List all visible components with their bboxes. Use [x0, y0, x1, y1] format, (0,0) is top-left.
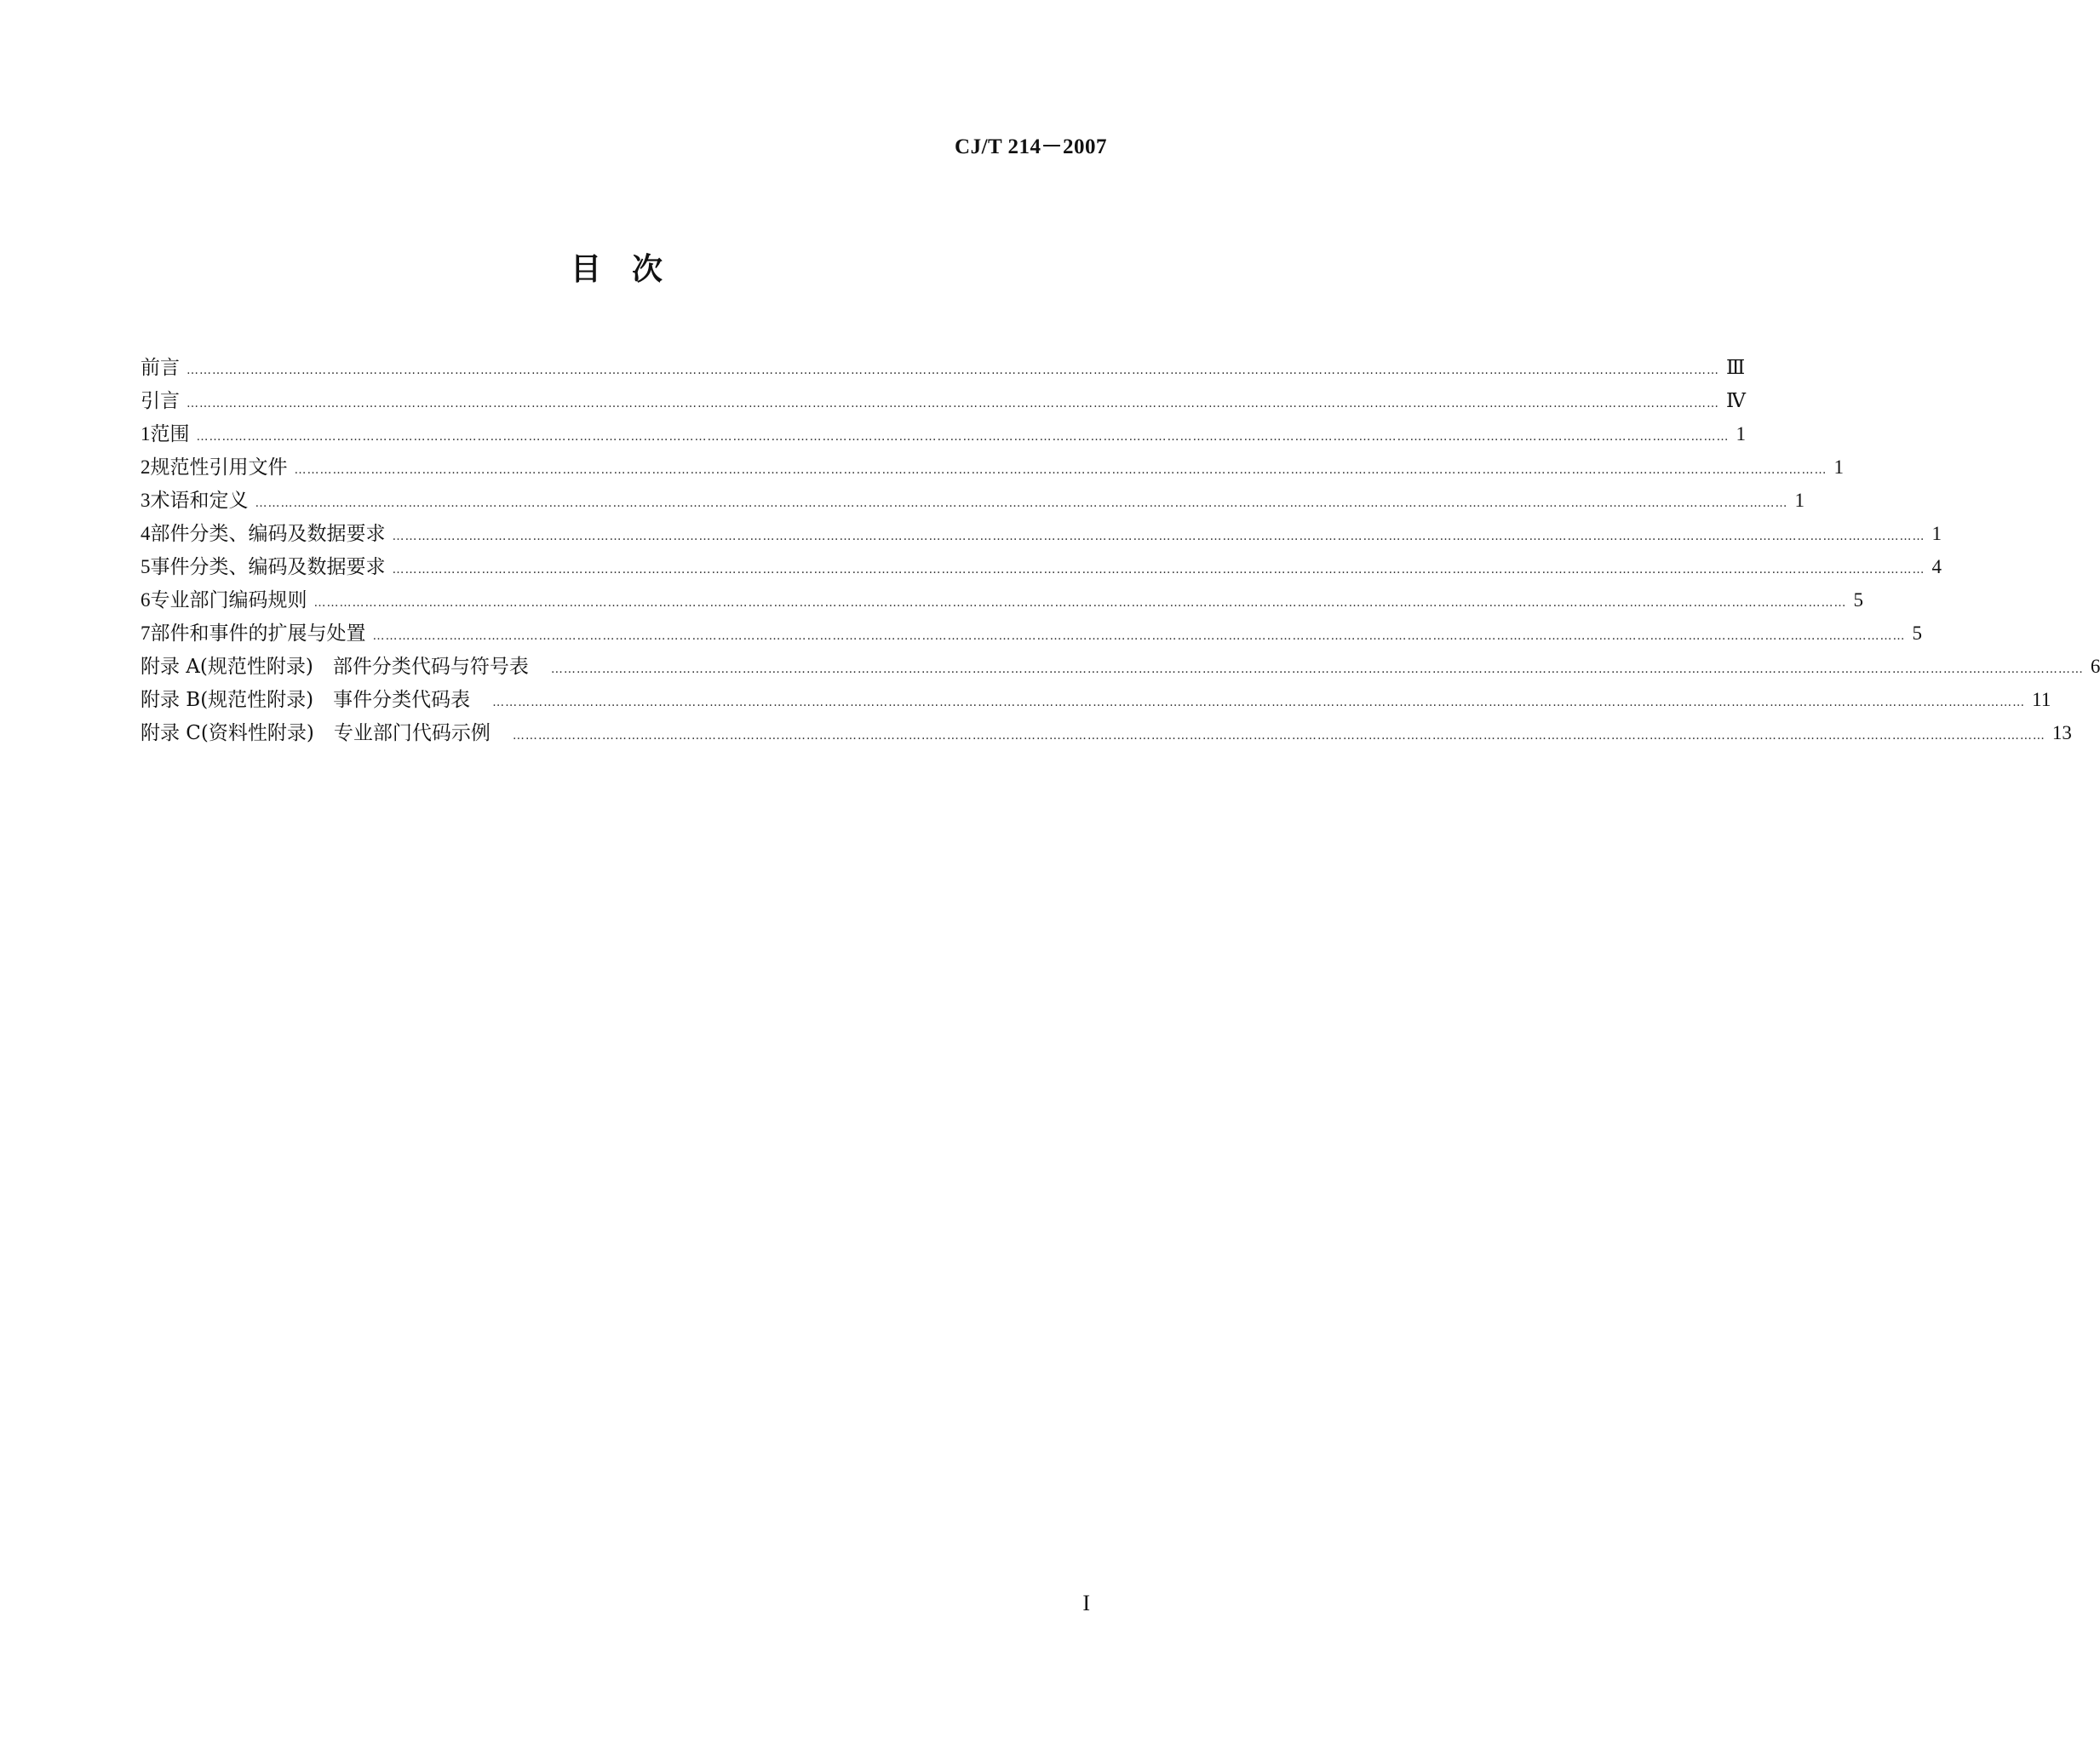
toc-dot-leader: ……………………………………………………………………………………………………………………………………………………………………………………………………………………………………………………………………………………………………………………………… — [492, 696, 2026, 709]
toc-dot-leader: ……………………………………………………………………………………………………………………………………………………………………………………………………………………………………………………………………………………………………………………………… — [512, 729, 2045, 743]
toc-entry-title: 范围 — [150, 423, 190, 445]
toc-entry-title: 规范性引用文件 — [150, 456, 288, 479]
toc-entry-title: 附录 C(资料性附录) 专业部门代码示例 — [141, 722, 491, 744]
toc-entry-title: 部件分类、编码及数据要求 — [150, 523, 386, 545]
toc-entry[interactable] — [141, 683, 2051, 716]
toc-entry-page: 4 — [1931, 556, 1942, 577]
toc-entry-page: 13 — [2051, 722, 2072, 743]
page-number: I — [1082, 1591, 1090, 1615]
toc-entry[interactable] — [141, 450, 1844, 484]
toc-entry-title: 事件分类、编码及数据要求 — [150, 556, 386, 578]
toc-entry-number: 6 — [141, 589, 151, 611]
toc-dot-leader: ……………………………………………………………………………………………………………………………………………………………………………………………………………………………………………………………………………………………………………………………… — [392, 563, 1925, 577]
toc-entry-title: 附录 B(规范性附录) 事件分类代码表 — [141, 689, 471, 711]
toc-entry-number: 1 — [141, 423, 151, 445]
table-of-contents — [141, 351, 2100, 749]
toc-entry-page: 1 — [1736, 423, 1746, 445]
toc-entry[interactable] — [141, 517, 1942, 550]
toc-dot-leader: ……………………………………………………………………………………………………………………………………………………………………………………………………………………………………………………………………………………………………………………………… — [392, 530, 1925, 543]
toc-dot-leader: ……………………………………………………………………………………………………………………………………………………………………………………………………………………………………………………………………………………………………………………………… — [196, 430, 1730, 444]
toc-entry-page: 1 — [1833, 456, 1844, 478]
toc-entry-page: 11 — [2032, 689, 2051, 710]
toc-entry[interactable] — [141, 650, 2100, 683]
toc-dot-leader: ……………………………………………………………………………………………………………………………………………………………………………………………………………………………………………………………………………………………………………………………… — [313, 596, 1847, 610]
toc-entry-title: 引言 — [141, 390, 180, 412]
toc-entry[interactable] — [141, 417, 1746, 450]
toc-dot-leader: ……………………………………………………………………………………………………………………………………………………………………………………………………………………………………………………………………………………………………………………………… — [372, 629, 1906, 643]
toc-entry[interactable] — [141, 351, 1746, 384]
toc-entry-title: 前言 — [141, 357, 180, 379]
toc-entry-number: 2 — [141, 456, 151, 478]
toc-dot-leader: ……………………………………………………………………………………………………………………………………………………………………………………………………………………………………………………………………………………………………………………………… — [186, 397, 1719, 410]
toc-entry-title: 术语和定义 — [150, 490, 249, 512]
toc-entry-title: 专业部门编码规则 — [150, 589, 307, 611]
toc-entry-number: 3 — [141, 490, 151, 511]
toc-entry[interactable] — [141, 384, 1746, 417]
toc-entry-page: 6 — [2090, 656, 2100, 677]
toc-entry-number: 4 — [141, 523, 151, 544]
toc-entry[interactable] — [141, 617, 1922, 650]
toc-entry-page: 1 — [1794, 490, 1805, 511]
toc-entry-page: Ⅳ — [1726, 390, 1746, 411]
page-title: 目 次 — [570, 252, 663, 287]
toc-entry-page: 5 — [1912, 622, 1922, 644]
toc-entry-title: 附录 A(规范性附录) 部件分类代码与符号表 — [141, 656, 529, 678]
toc-entry[interactable] — [141, 484, 1805, 517]
standard-code: CJ/T 214－2007 — [955, 135, 1107, 158]
toc-entry-number: 7 — [141, 622, 151, 644]
toc-entry[interactable] — [141, 583, 1863, 617]
toc-entry-page: 5 — [1853, 589, 1863, 611]
toc-dot-leader: ……………………………………………………………………………………………………………………………………………………………………………………………………………………………………………………………………………………………………………………………… — [186, 364, 1719, 377]
toc-dot-leader: ……………………………………………………………………………………………………………………………………………………………………………………………………………………………………………………………………………………………………………………………… — [294, 463, 1827, 477]
toc-entry-number: 5 — [141, 556, 151, 577]
toc-entry-page: 1 — [1931, 523, 1942, 544]
toc-dot-leader: ……………………………………………………………………………………………………………………………………………………………………………………………………………………………………………………………………………………………………………………………… — [550, 663, 2084, 676]
toc-entry[interactable] — [141, 716, 2072, 749]
toc-entry[interactable] — [141, 550, 1942, 583]
toc-entry-title: 部件和事件的扩展与处置 — [150, 622, 366, 645]
toc-dot-leader: ……………………………………………………………………………………………………………………………………………………………………………………………………………………………………………………………………………………………………………………………… — [255, 496, 1788, 510]
toc-entry-page: Ⅲ — [1726, 357, 1746, 378]
